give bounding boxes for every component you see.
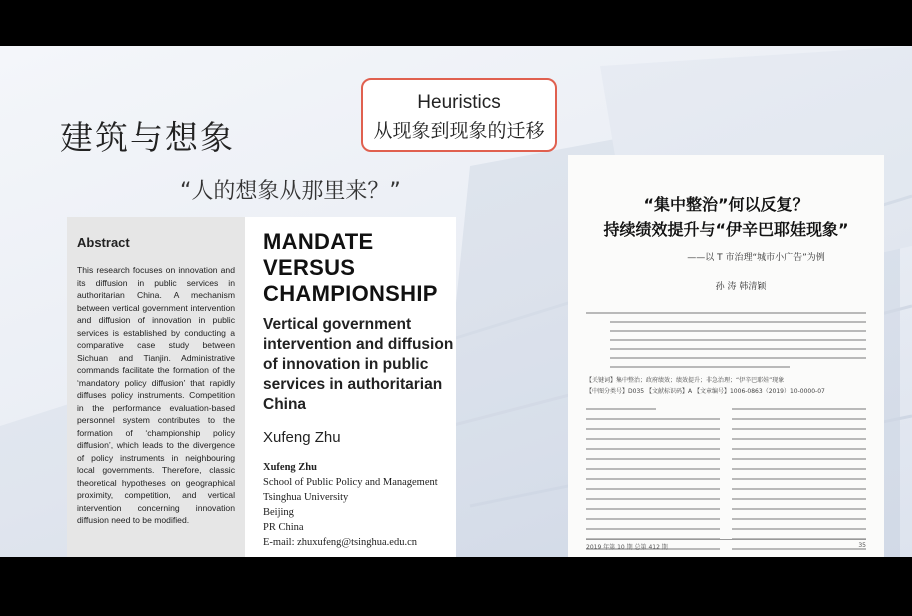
english-paper-page: [245, 217, 456, 557]
cn-page-number: 35: [858, 542, 866, 549]
paper-title: MANDATE VERSUS CHAMPIONSHIP: [263, 229, 438, 306]
affiliation-school: School of Public Policy and Management: [263, 477, 438, 488]
chinese-paper-page: [568, 155, 884, 557]
slide-title: 建筑与想象: [60, 118, 235, 157]
abstract-panel: [67, 217, 245, 557]
abstract-text: This research focuses on innovation and its diffusion in public services in authoritarian China. A mechanism between vertical government intervention and diffusion of innovation in public services is established by conducting a comparative case study between Sichuan and Tianjin. Administrative commands facilitate the formation of the ‘mandatory policy diffusion’ that rapidly diffuses policy instruments. Competition in the performance evaluation-based personnel system contributes to the formation of ‘championship policy diffusion’, which leads to the divergence of policy instruments in neighbouring local governments. Therefore, classic theoretical hypotheses on geographical proximity, competition, and vertical intervention concerning innovation diffusion need to be modified.: [77, 265, 235, 525]
cn-classification: 【中图分类号】D035 【文献标识码】A 【文章编号】1006-0863（2019）10-0000-07: [586, 388, 825, 395]
affiliation-email: E-mail: zhuxufeng@tsinghua.edu.cn: [263, 537, 418, 548]
cn-paper-title-line2: 持续绩效提升与“伊辛巴耶娃现象”: [603, 220, 849, 239]
slide-canvas: [0, 46, 912, 557]
heuristics-callout: [361, 78, 557, 152]
paper-affiliation: [263, 460, 456, 550]
cn-footer-issue: 2019 年第 10 期 总第 412 期: [586, 544, 668, 551]
cn-page-footer: [586, 539, 866, 551]
cn-keywords: 【关键词】集中整治；政府绩效；绩效提升；非急治理；“伊辛巴耶娃”现象: [586, 377, 785, 384]
cn-paper-title-line1: “集中整治”何以反复？: [643, 195, 809, 214]
slide-subtitle: “人的想象从那里来？”: [180, 179, 401, 204]
bottom-letterbox: [0, 557, 912, 616]
affiliation-name: Xufeng Zhu: [263, 462, 317, 473]
paper-subtitle: Vertical government intervention and diffusion of innovation in public services in authoritarian China: [263, 316, 454, 413]
affiliation-city: Beijing: [263, 507, 294, 518]
callout-title: Heuristics: [417, 92, 501, 113]
affiliation-country: PR China: [263, 522, 304, 533]
paper-author: Xufeng Zhu: [263, 429, 341, 446]
cn-abstract-block: [586, 310, 866, 374]
abstract-heading: Abstract: [77, 235, 130, 250]
cn-body-columns: [586, 408, 866, 557]
top-letterbox: [0, 0, 912, 46]
cn-paper-subtitle: ——以 T 市治理“城市小广告”为例: [687, 253, 825, 263]
affiliation-university: Tsinghua University: [263, 492, 349, 503]
cn-paper-authors: 孙 涛 韩清颖: [715, 282, 767, 292]
callout-caption: 从现象到现象的迁移: [373, 120, 545, 142]
